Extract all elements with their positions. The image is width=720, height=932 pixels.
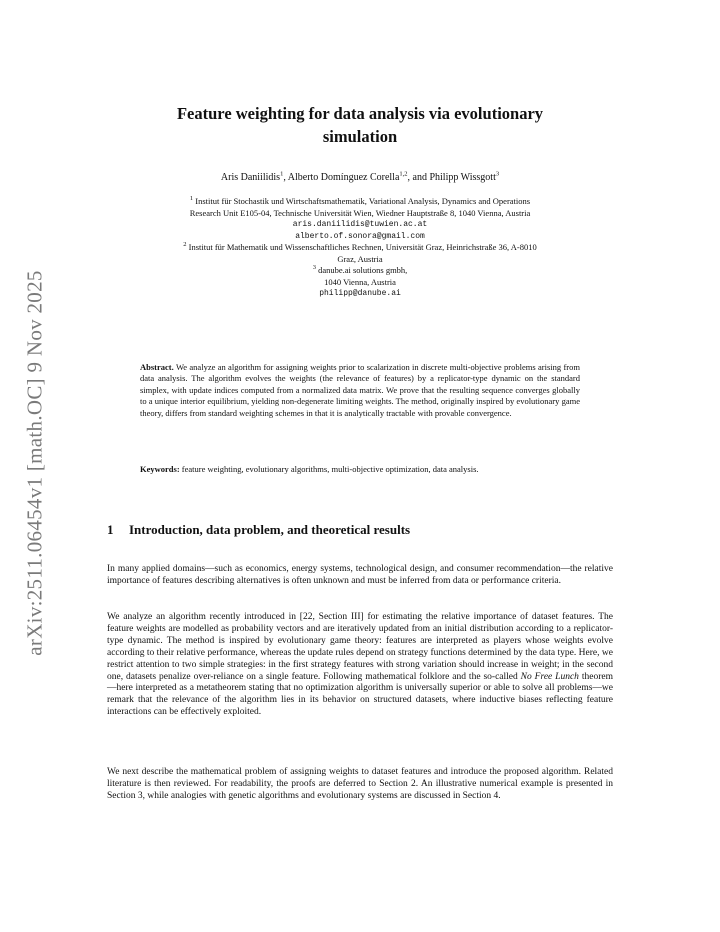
affiliation-3-line-1: $^3$ danube.ai solutions gmbh, xyxy=(312,264,408,275)
paragraph-1: In many applied domains—such as economics, energy systems, technological design, and consumer recommendation—the relative importance of features describing alternatives is often unknown and must be inferred from data or performance criteria. xyxy=(107,564,613,586)
affiliation-mark: 3 xyxy=(312,264,316,272)
affiliation-mark: 1 xyxy=(189,195,194,203)
keywords-label: Keywords: xyxy=(140,464,180,474)
arxiv-identifier: arXiv:2511.06454v1 [math.OC] 9 Nov 2025 xyxy=(22,269,47,656)
keywords-text: feature weighting, evolutionary algorithms, multi-objective optimization, data analysis. xyxy=(181,464,479,474)
paper-title xyxy=(140,102,580,148)
no-free-lunch-emphasis: No Free Lunch xyxy=(520,671,579,682)
affiliation-1-line-2: Research Unit E105-04, Technische Universität Wien, Wiedner Hauptstraße 8, 1040 Vienna, Austria xyxy=(189,207,531,218)
abstract-text: We analyze an algorithm for assigning weights prior to scalarization in discrete multi-objective problems arising from data analysis. The algorithm evolves the weights (the relevance of features) by a replicator-type dynamic on the standard simplex, with update indices computed from a normalized data matrix. We prove that the resulting sequence converges globally to a unique interior equilibrium, yielding non-degenerate limiting weights. The method, originally inspired by evolutionary game theory, differs from standard weighting schemes in that it is analytically tractable with provable convergence. xyxy=(140,362,580,418)
author-name: Aris Daniilidis xyxy=(220,172,281,183)
affiliation-3-line-2: 1040 Vienna, Austria xyxy=(324,276,396,287)
paragraph-3: We next describe the mathematical problem of assigning weights to dataset features and introduce the proposed algorithm. Related literature is then reviewed. For readability, the proofs are deferred to Section 2. An illustrative numerical example is presented in Section 3, while analogies with genetic algorithms and evolutionary systems are discussed in Section 4. xyxy=(107,767,613,801)
affiliation-2-line-1: $^2$ Institut für Mathematik und Wissenschaftliches Rechnen, Universität Graz, Heinrichstraße 36, A-8010 xyxy=(183,241,537,252)
section-title: Introduction, data problem, and theoretical results xyxy=(129,522,411,537)
affiliation-mark: 2 xyxy=(183,241,187,249)
email-link[interactable]: aris.daniilidis@tuwien.ac.at xyxy=(292,220,428,229)
email-link[interactable]: alberto.of.sonora@gmail.com xyxy=(295,231,425,241)
affiliation-1-line-1: $^1$ Institut für Stochastik und Wirtschaftsmathematik, Variational Analysis, Dynamics and Operations xyxy=(189,195,531,206)
author-affiliation-mark: 1 xyxy=(280,170,284,178)
section-heading xyxy=(107,522,613,538)
affiliations xyxy=(104,196,616,300)
title-line-2: simulation xyxy=(322,127,398,146)
author-list xyxy=(100,172,620,183)
author-name: , and Philipp Wissgott xyxy=(407,172,496,183)
email-link[interactable]: philipp@danube.ai xyxy=(319,289,401,298)
abstract-label: Abstract. xyxy=(140,362,174,372)
title-line-1: Feature weighting for data analysis via evolutionary xyxy=(176,104,544,123)
keywords xyxy=(140,464,580,475)
section-number: 1 xyxy=(107,522,114,537)
abstract xyxy=(140,362,580,419)
author-affiliation-mark: 3 xyxy=(495,170,500,178)
affiliation-2-line-2: Graz, Austria xyxy=(337,253,383,264)
author-affiliation-mark: 1,2 xyxy=(399,170,408,178)
arxiv-side-stamp xyxy=(18,250,52,675)
author-name: , Alberto Domínguez Corella xyxy=(283,172,400,183)
paragraph-2: We analyze an algorithm recently introduced in [22, Section III] for estimating the relative importance of dataset features. The feature weights are modelled as probability vectors and are iteratively updated from an initial distribution according to a replicator-type dynamic. The method is inspired by evolutionary game theory: features are interpreted as players whose weights evolve according to their relative performance, whereas the update rules depend on strategy functions determined by the data type. Here, we restrict attention to two simple strategies: in the first strategy features with strong variation should increase in weight; in the second one, datasets penalize over-reliance on a single feature. Following mathematical folklore and the so-called No Free Lunch theorem—here interpreted as a metatheorem stating that no optimization algorithm is universally superior or able to solve all problems—we remark that the relevance of the algorithm lies in its behavior on structured datasets, where inductive biases reflecting feature interactions can be effectively exploited. xyxy=(107,612,613,718)
